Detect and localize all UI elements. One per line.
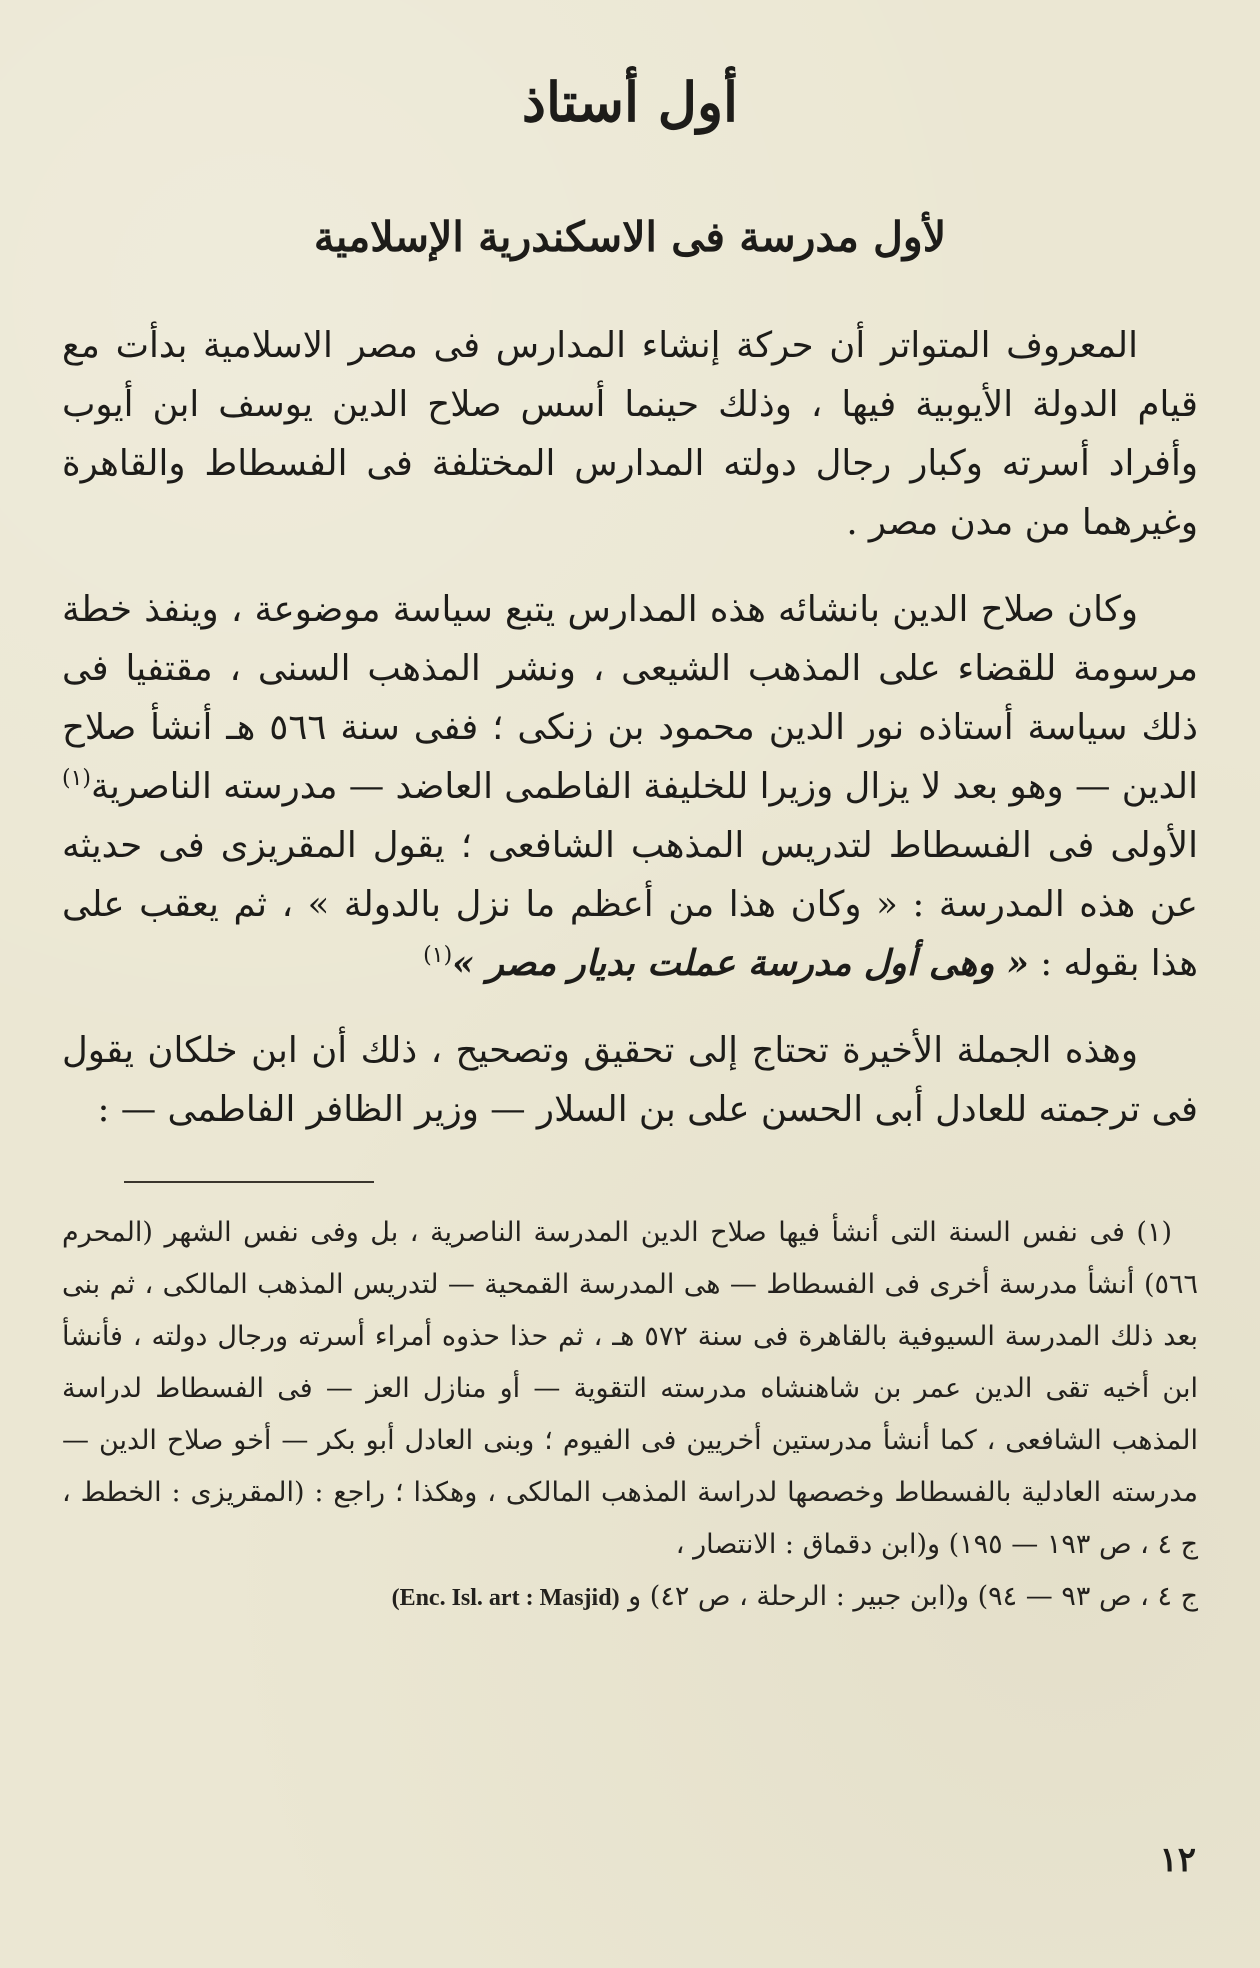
chapter-subtitle: لأول مدرسة فى الاسكندرية الإسلامية — [313, 213, 947, 261]
paragraph-3: وهذه الجملة الأخيرة تحتاج إلى تحقيق وتصحيح ، ذلك أن ابن خلكان يقول فى ترجمته للعادل أبى الحسن على بن السلار — وزير الظافر الفاطمى — : — [62, 1030, 1198, 1130]
page-number: ١٢ — [1159, 1840, 1196, 1880]
footnote-latin-reference: (Enc. Isl. art : Masjid) — [391, 1585, 620, 1611]
paragraph-2-part-a: وكان صلاح الدين بانشائه هذه المدارس يتبع سياسة موضوعة ، وينفذ خطة مرسومة للقضاء على المذهب الشيعى ، ونشر المذهب السنى ، مقتفيا فى ذلك سياسة أستاذه نور الدين محمود بن زنكى ؛ ففى سنة ٥٦٦ هـ أنشأ صلاح الدين — وهو بعد لا يزال وزيرا للخليفة الفاطمى العاضد — مدرسته الناصرية — [62, 589, 1198, 807]
footnote-ref-2[interactable]: (١) — [423, 943, 453, 969]
footnote-ref-1[interactable]: (١) — [62, 766, 92, 792]
body-text — [62, 316, 1198, 1139]
paragraph-2-part-b: الأولى فى الفسطاط لتدريس المذهب الشافعى ؛ يقول المقريزى فى حديثه عن هذه المدرسة : « وكان هذا من أعظم ما نزل بالدولة » ، ثم يعقب على هذا بقوله : — [62, 825, 1198, 984]
footnote-divider — [124, 1181, 374, 1183]
footnote-1: (١) فى نفس السنة التى أنشأ فيها صلاح الدين المدرسة الناصرية ، بل وفى نفس الشهر (المحرم ٥٦٦) أنشأ مدرسة أخرى فى الفسطاط — هى المدرسة القمحية — لتدريس المذهب المالكى ، ثم بنى بعد ذلك المدرسة السيوفية بالقاهرة فى سنة ٥٧٢ هـ ، ثم حذا حذوه أمراء أسرته ورجال دولته ، فأنشأ ابن أخيه تقى الدين عمر بن شاهنشاه مدرسته التقوية — أو منازل العز — فى الفسطاط لدراسة المذهب الشافعى ، كما أنشأ مدرستين أخريين فى الفيوم ؛ وبنى العادل أبو بكر — أخو صلاح الدين — مدرسته العادلية بالفسطاط وخصصها لدراسة المذهب المالكى ، وهكذا ؛ راجع : (المقريزى : الخطط ، ج ٤ ، ص ١٩٣ — ١٩٥) و(ابن دقماق : الانتصار ، — [62, 1217, 1198, 1560]
chapter-title: أول أستاذ — [521, 70, 739, 134]
maqrizi-quote: « وهى أول مدرسة عملت بديار مصر » — [452, 943, 1029, 984]
footnote-last-line-arabic: ج ٤ ، ص ٩٣ — ٩٤) و(ابن جبير : الرحلة ، ص ٤٢) و — [628, 1581, 1198, 1612]
paragraph-1: المعروف المتواتر أن حركة إنشاء المدارس فى مصر الاسلامية بدأت مع قيام الدولة الأيوبية فيها ، وذلك حينما أسس صلاح الدين يوسف ابن أيوب وأفراد أسرته وكبار رجال دولته المدارس المختلفة فى الفسطاط والقاهرة وغيرهما من مدن مصر . — [62, 325, 1198, 543]
footnote-1-last-line — [62, 1571, 1198, 1624]
footnotes — [62, 1207, 1198, 1624]
paragraph-2 — [62, 580, 1198, 993]
